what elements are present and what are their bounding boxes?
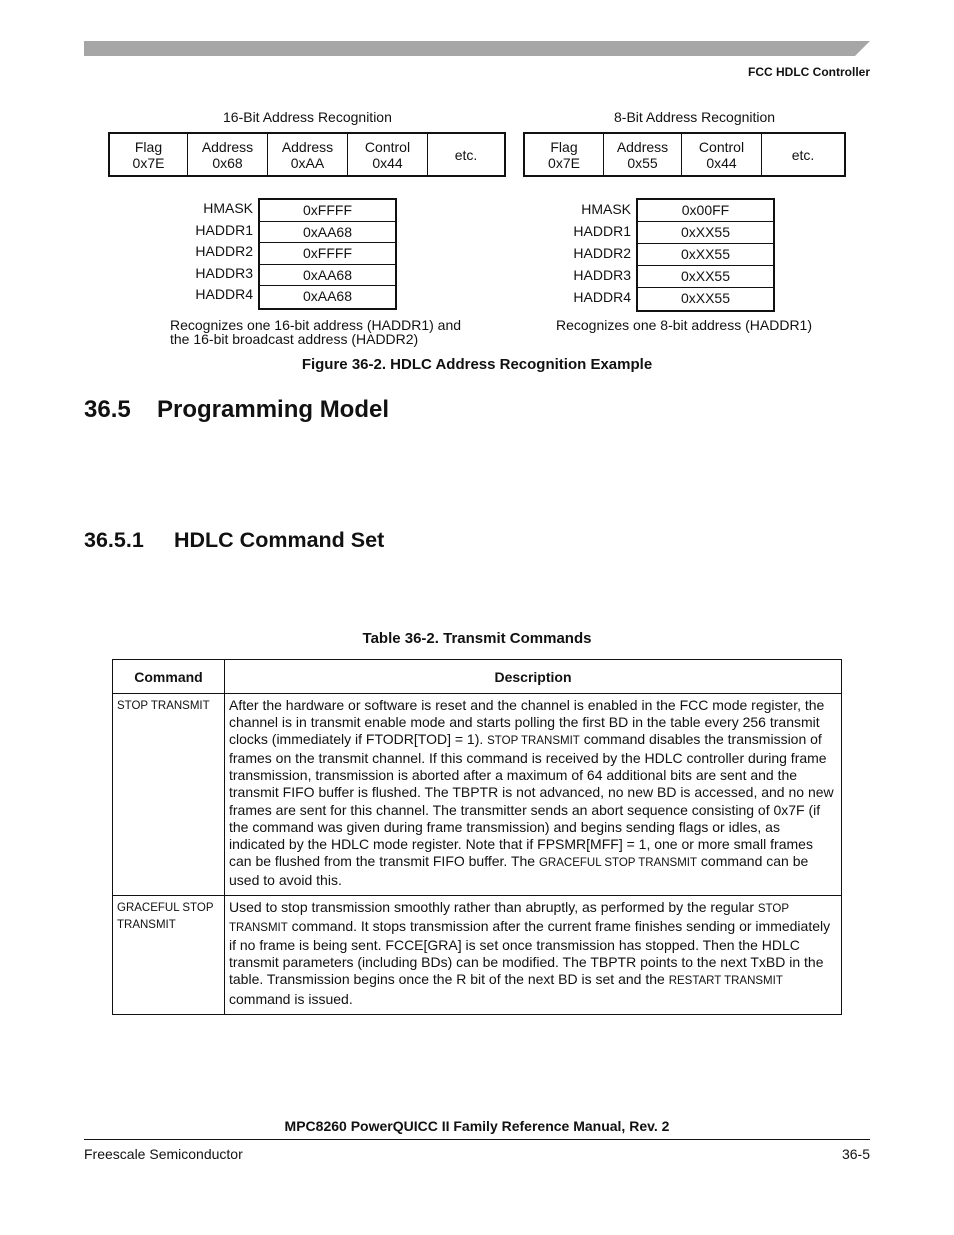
table-row [113,896,842,1015]
left-frame-field: Address 0xAA [268,134,348,175]
table-header-row [113,660,842,694]
running-head: FCC HDLC Controller [748,65,870,79]
right-recognition-note: Recognizes one 8-bit address (HADDR1) [556,317,812,333]
description-cell: Used to stop transmission smoothly rather than abruptly, as performed by the regular STOP TRANSMIT command. It stops transmission after the current frame finishes sending or immediately if no frame is being sent. FCCE[GRA] is set once transmission has stopped. Then the HDLC transmit parameters (including BDs) can be modified. The TBPTR points to the next TxBD in the table. Transmission begins once the R bit of the next BD is set and the RESTART TRANSMIT command is issued. [225,896,842,1015]
right-figure-title: 8-Bit Address Recognition [614,109,776,125]
description-cell: After the hardware or software is reset and the channel is enabled in the FCC mode register, the channel is in transmit enable mode and starts polling the first BD in the table every 256 transmit clocks (immediately if FTODR[TOD] = 1). STOP TRANSMIT command disables the transmission of frames on the transmit channel. If this command is received by the HDLC controller during frame transmission, transmission is aborted after a maximum of 64 additional bits are sent and the transmit FIFO buffer is flushed. The TBPTR is not advanced, no new BD is accessed, and no new frames are sent for this channel. The transmitter sends an abort sequence consisting of 0x7F (if the command was given during frame transmission) and begins sending flags or idles, as indicated by the HDLC mode register. Note that if FPSMR[MFF] = 1, one or more small frames can be flushed from the transmit FIFO buffer. The GRACEFUL STOP TRANSMIT command can be used to avoid this. [225,694,842,896]
header-bar [84,41,870,56]
section-number: 36.5 [84,396,131,423]
table-caption: Table 36-2. Transmit Commands [362,630,592,647]
header-bar-shape [84,41,870,56]
command-cell: GRACEFUL STOP TRANSMIT [113,896,225,1015]
register-label: HADDR2 [195,243,253,260]
register-label: HMASK [581,201,631,217]
register-value: 0xAA68 [260,222,395,244]
footer-divider [84,1139,870,1140]
subsection-number: 36.5.1 [84,528,144,552]
register-label: HADDR1 [573,223,631,239]
right-frame-field: etc. [791,146,815,163]
left-register-box [258,198,397,310]
column-header-description: Description [225,660,842,694]
register-label: HADDR2 [573,245,631,261]
register-value: 0x00FF [638,200,773,222]
figure-caption: Figure 36-2. HDLC Address Recognition Example [301,356,653,373]
left-frame-field: Address 0x68 [188,134,268,175]
register-label: HMASK [203,200,253,216]
register-label: HADDR3 [195,264,253,281]
register-value: 0xXX55 [680,290,731,306]
register-value: 0xXX55 [638,244,773,266]
left-frame [108,132,506,177]
right-frame-field: Flag 0x7E [525,134,604,175]
footer-manual-title: MPC8260 PowerQUICC II Family Reference Manual, Rev. 2 [284,1118,670,1134]
section-heading [84,396,389,424]
section-title: Programming Model [157,396,390,423]
register-value: 0xFFFF [260,200,395,222]
left-frame-field: Flag 0x7E [110,134,188,175]
right-frame-field: Control 0x44 [682,134,762,175]
left-frame-field: Control 0x44 [348,134,428,175]
table-row [113,694,842,896]
register-label: HADDR4 [573,289,631,305]
register-value: 0xXX55 [638,266,773,288]
transmit-commands-table [112,659,842,1015]
left-frame-field: etc. [454,146,478,163]
command-cell: STOP TRANSMIT [113,694,225,896]
register-label: HADDR1 [195,221,253,238]
right-frame-field: Address 0x55 [604,134,682,175]
subsection-title: HDLC Command Set [174,528,385,552]
register-label: HADDR3 [573,267,631,283]
right-frame [523,132,846,177]
register-value: 0xAA68 [260,265,395,287]
register-value: 0xFFFF [260,243,395,265]
register-value: 0xXX55 [638,222,773,244]
register-value: 0xAA68 [302,288,353,305]
right-register-labels [555,198,631,308]
subsection-heading [84,528,384,553]
left-register-labels [180,198,253,306]
right-register-box [636,198,775,312]
left-figure-title: 16-Bit Address Recognition [223,109,392,125]
footer-company: Freescale Semiconductor [84,1146,243,1162]
register-label: HADDR4 [195,286,253,303]
page-number: 36-5 [841,1146,870,1162]
left-recognition-note: Recognizes one 16-bit address (HADDR1) and the 16-bit broadcast address (HADDR2) [170,317,462,347]
column-header-command: Command [113,660,225,694]
